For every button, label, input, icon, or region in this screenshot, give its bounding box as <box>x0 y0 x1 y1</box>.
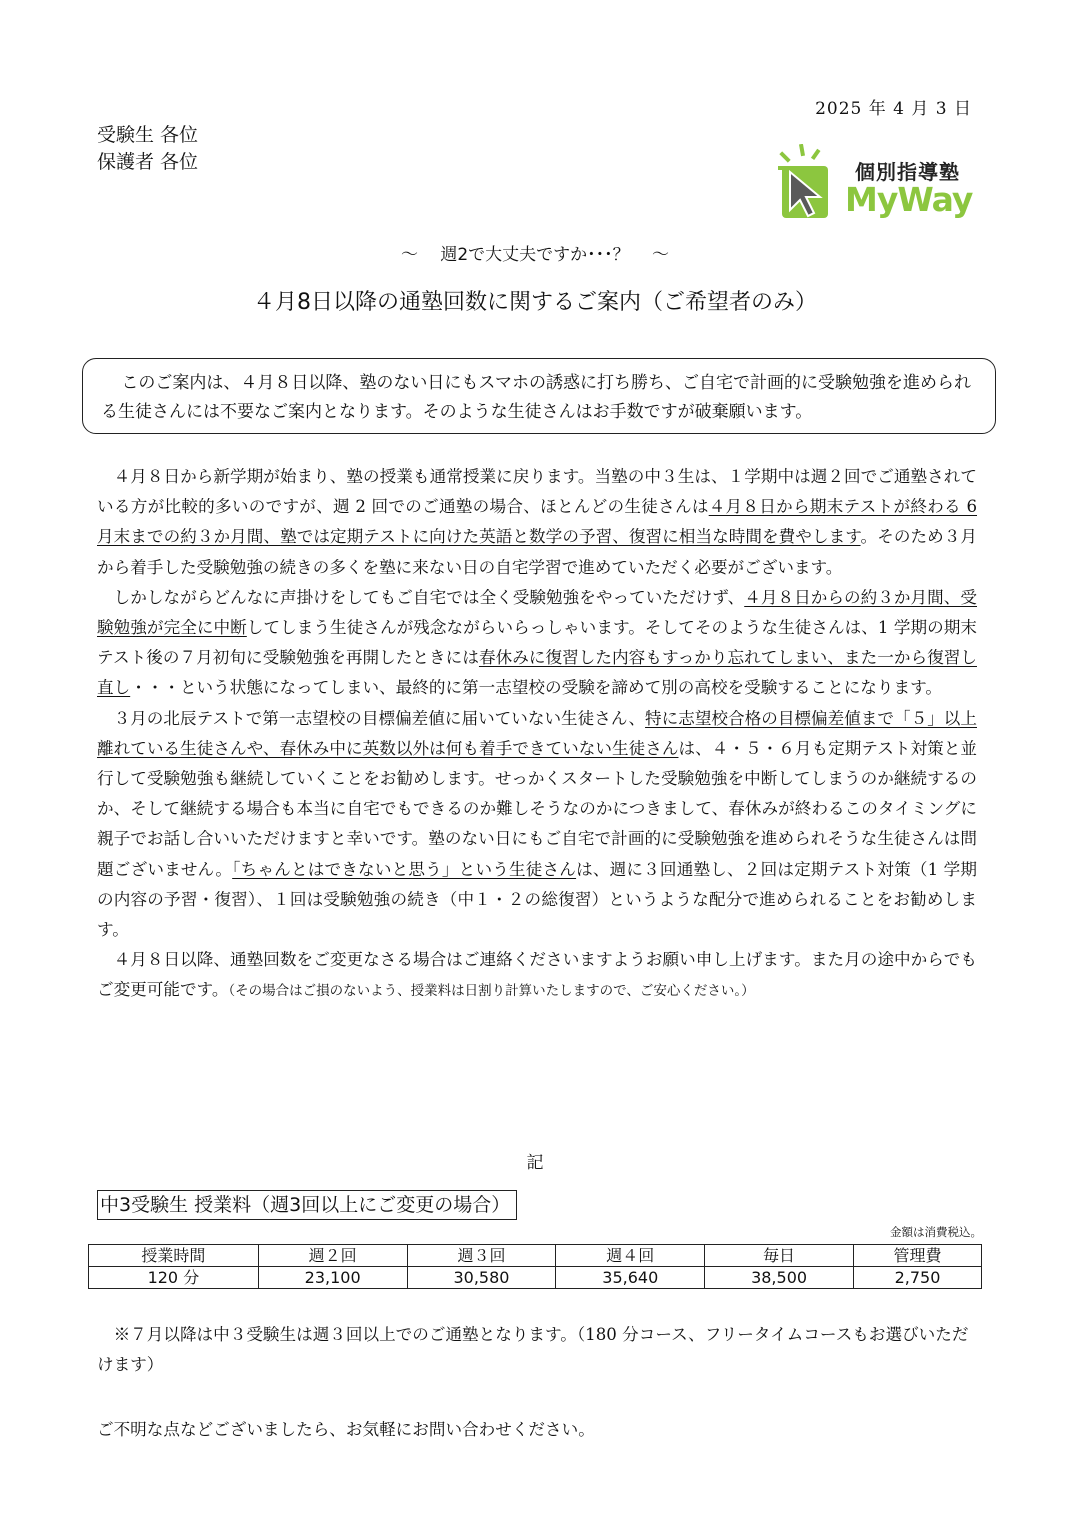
fee-table-title: 中3受験生 授業料（週3回以上にご変更の場合） <box>97 1190 517 1220</box>
logo-name-jp: 個別指導塾 <box>855 160 960 184</box>
column-header: 週３回 <box>407 1245 556 1267</box>
underlined-text: 「ちゃんとはできないと思う」という生徒さん <box>232 859 577 879</box>
column-header: 管理費 <box>853 1245 981 1267</box>
fee-table-body <box>89 1267 982 1289</box>
underlined-text: 特に志望校合格の目標偏差値まで「５」以上離れている生徒さんや、春休み中に英数以外は何も着手できていない生徒さん <box>97 708 977 758</box>
paragraph-text: は、週に３回通塾し、２回は定期テスト対策（1 学期の内容の予習・復習）、１回は受験勉強の続き（中１・２の総復習）というような配分で進められることをお勧めします。 <box>97 859 977 940</box>
document-date: 2025 年 4 月 3 日 <box>815 99 972 119</box>
recipient-students: 受験生 各位 <box>97 124 199 146</box>
table-row <box>89 1267 982 1289</box>
table-cell: 38,500 <box>705 1267 854 1289</box>
paragraph-text: ４月８日以降、通塾回数をご変更なさる場合はご連絡くださいますようお願い申し上げます。また月の途中からでもご変更可能です。 <box>97 950 977 1000</box>
myway-logo <box>776 144 986 226</box>
paragraph-text: してしまう生徒さんが残念ながらいらっしゃいます。そしてそのような生徒さんは、1 学期の期末テスト後の７月初旬に受験勉強を再開したときには <box>97 618 977 668</box>
recipients <box>97 122 198 176</box>
enrollment-note: ※７月以降は中３受験生は週３回以上でのご通塾となります。（180 分コース、フリータイムコースもお選びいただけます） <box>97 1325 969 1374</box>
table-cell: 30,580 <box>407 1267 556 1289</box>
fee-table-header-row <box>89 1245 982 1267</box>
recipient-guardians: 保護者 各位 <box>97 151 199 173</box>
underlined-text: ４月８日から期末テストが終わる 6 月末までの約３か月間、塾では定期テストに向けた英語と数学の予習、復習に相当な時間を費やします <box>97 497 977 547</box>
paragraph-text: ３月の北辰テストで第一志望校の目標偏差値に届いていない生徒さん、 <box>113 708 646 728</box>
body-text <box>97 462 977 1007</box>
table-cell: 23,100 <box>258 1267 407 1289</box>
body-paragraph <box>97 704 977 946</box>
column-header: 毎日 <box>705 1245 854 1267</box>
ki-heading: 記 <box>526 1153 544 1173</box>
paragraph-text: しかしながらどんなに声掛けをしてもご自宅では全く受験勉強をやっていただけず、 <box>113 587 745 607</box>
table-cell: 2,750 <box>853 1267 981 1289</box>
column-header: 週２回 <box>258 1245 407 1267</box>
table-cell: 120 分 <box>89 1267 259 1289</box>
notice-text: このご案内は、４月８日以降、塾のない日にもスマホの誘惑に打ち勝ち、ご自宅で計画的に受験勉強を進められる生徒さんには不要なご案内となります。そのような生徒さんはお手数ですが破棄願います。 <box>101 373 972 422</box>
column-header: 授業時間 <box>89 1245 259 1267</box>
paragraph-text: 。そのため３月から着手した受験勉強の続きの多くを塾に来ない日の自宅学習で進めていただく必要がございます。 <box>97 527 977 577</box>
paragraph-text: ４月８日から新学期が始まり、塾の授業も通常授業に戻ります。当塾の中３生は、１学期中は週２回でご通塾されている方が比較的多いのですが、週 2 回でのご通塾の場合、ほとんどの生徒さんは <box>97 467 977 517</box>
underlined-text: 春休みに復習した内容もすっかり忘れてしまい、また一から復習し直し <box>97 648 977 698</box>
paragraph-text: ・・・という状態になってしまい、最終的に第一志望校の受験を諦めて別の高校を受験することになります。 <box>130 678 942 698</box>
subtitle: 〜 週2で大丈夫ですか･･･？ 〜 <box>400 245 670 265</box>
logo-mark-icon <box>776 144 846 226</box>
closing-text: ご不明な点などございましたら、お気軽にお問い合わせください。 <box>97 1420 595 1439</box>
tax-note: 金額は消費税込。 <box>890 1225 982 1239</box>
underlined-text: ４月８日からの約３か月間、受験勉強が完全に中断 <box>97 587 978 638</box>
body-paragraph <box>97 945 977 1006</box>
paragraph-text: （その場合はご損のないよう、授業料は日割り計算いたしますので、ご安心ください。） <box>228 983 755 1000</box>
column-header: 週４回 <box>556 1245 705 1267</box>
page-title: ４月8日以降の通塾回数に関するご案内（ご希望者のみ） <box>253 290 817 315</box>
notice-box <box>82 358 996 434</box>
paragraph-text: は、４・５・６月も定期テスト対策と並行して受験勉強も継続していくことをお勧めします。せっかくスタートした受験勉強を中断してしまうのか継続するのか、そして継続する場合も本当に自宅でもできるのか難しそうなのかにつきまして、春休みが終わるこのタイミングに親子でお話し合いいただけますと幸いです。塾のない日にもご自宅で計画的に受験勉強を進められそうな生徒さんは問題ございません。 <box>97 738 977 879</box>
body-paragraph <box>97 462 977 583</box>
fee-table <box>88 1244 982 1289</box>
body-paragraph <box>97 583 977 704</box>
table-cell: 35,640 <box>556 1267 705 1289</box>
logo-name-en: MyWay <box>845 180 973 219</box>
